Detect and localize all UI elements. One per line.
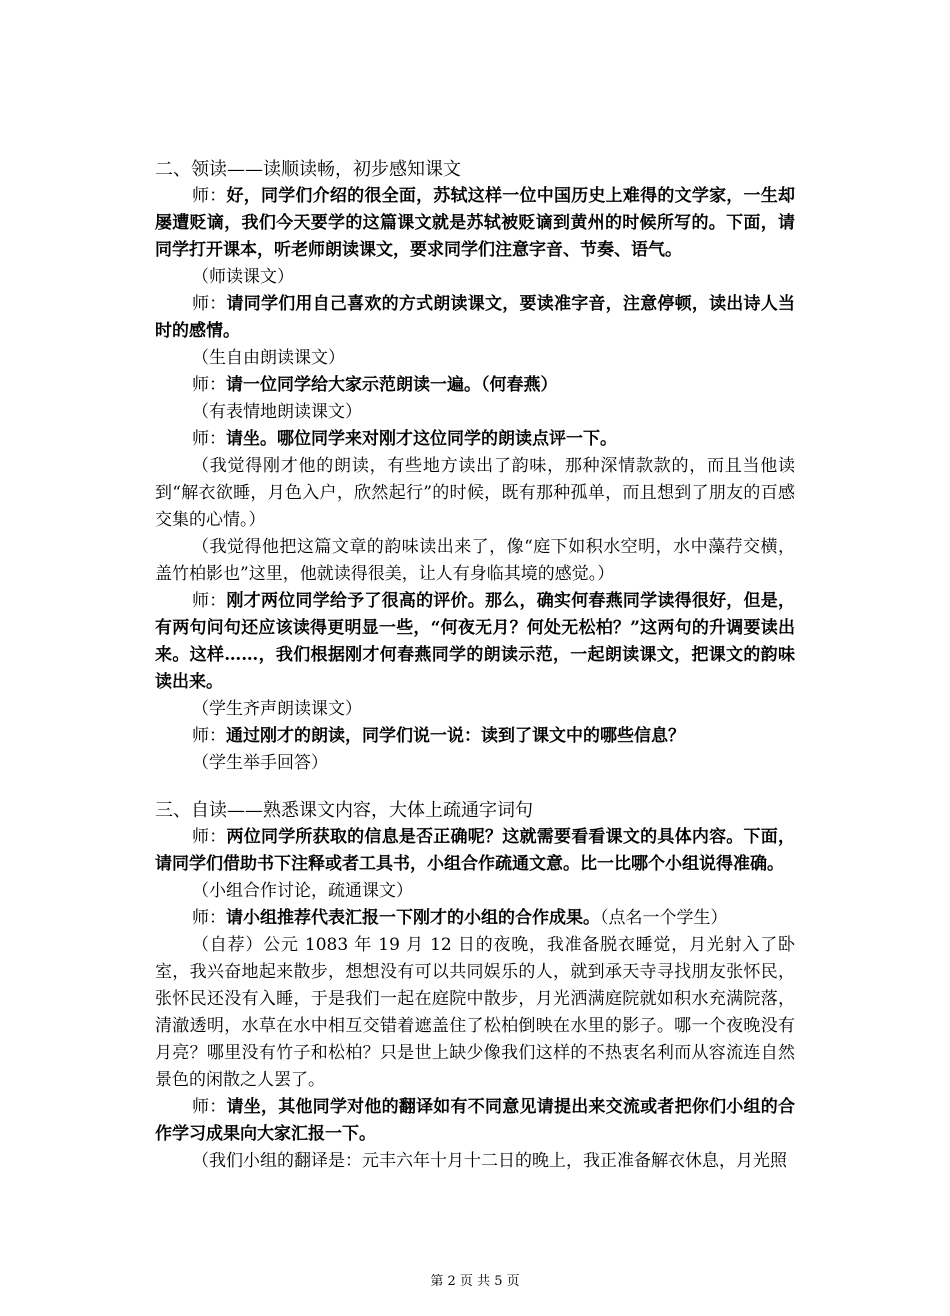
teacher-line (155, 824, 795, 878)
student-response: （我觉得他把这篇文章的韵味读出来了，像“庭下如积水空明，水中藻荇交横，盖竹柏影也”这里，他就读得很美，让人有身临其境的感觉。） (155, 537, 795, 584)
stage-note: （师读课文） (192, 267, 294, 287)
section-heading: 三、自读——熟悉课文内容，大体上疏通字词句 (155, 800, 533, 821)
speaker-label: 师： (192, 591, 227, 611)
speaker-label: 师： (192, 726, 226, 746)
teacher-line (155, 426, 795, 453)
teacher-line (155, 1094, 795, 1148)
speaker-label: 师： (192, 1097, 227, 1117)
stage-note: （学生举手回答） (192, 753, 328, 773)
teacher-speech: 好，同学们介绍的很全面，苏轼这样一位中国历史上难得的文学家，一生却屡遭贬谪，我们今天要学的这篇课文就是苏轼被贬谪到黄州的时候所写的。下面，请同学打开课本，听老师朗读课文，要求同学们注意字音、节奏、语气。 (155, 186, 796, 260)
speaker-label: 师： (192, 294, 227, 314)
stage-note: （小组合作讨论，疏通课文） (192, 881, 413, 901)
section-heading: 二、领读——读顺读畅，初步感知课文 (155, 159, 461, 180)
teacher-speech: 刚才两位同学给予了很高的评价。那么，确实何春燕同学读得很好，但是，有两句问句还应该读得更明显一些，“何夜无月？何处无松柏？”这两句的升调要读出来。这样……，我们根据刚才何春燕同学的朗读示范，一起朗读课文，把课文的韵味读出来。 (155, 591, 796, 692)
student-response: （我们小组的翻译是：元丰六年十月十二日的晚上，我正准备解衣休息，月光照 (192, 1151, 787, 1171)
teacher-speech: 请小组推荐代表汇报一下刚才的小组的合作成果。 (226, 908, 600, 928)
student-response: （自荐）公元 1083 年 19 月 12 日的夜晚，我准备脱衣睡觉，月光射入了卧室，我兴奋地起来散步，想想没有可以共同娱乐的人，就到承天寺寻找朋友张怀民，张怀民还没有入睡，于是我们一起在庭院中散步，月光洒满庭院就如积水充满院落，清澈透明，水草在水中相互交错着遮盖住了松柏倒映在水里的影子。哪一个夜晚没有月亮？哪里没有竹子和松柏？只是世上缺少像我们这样的不热衷名利而从容流连自然景色的闲散之人罢了。 (155, 935, 795, 1090)
page-footer: 第 2 页 共 5 页 (430, 1274, 520, 1289)
teacher-line (155, 291, 795, 345)
teacher-line (155, 905, 795, 932)
document-body (155, 156, 795, 1175)
speaker-label: 师： (192, 429, 226, 449)
speaker-label: 师： (192, 908, 226, 928)
stage-note: （有表情地朗读课文） (192, 402, 362, 422)
stage-note-inline: （点名一个学生） (600, 908, 728, 928)
student-response: （我觉得刚才他的朗读，有些地方读出了韵味，那种深情款款的，而且当他读到“解衣欲睡，月色入户，欣然起行”的时候，既有那种孤单，而且想到了朋友的百感交集的心情。） (155, 456, 795, 530)
teacher-line (155, 588, 795, 696)
teacher-speech: 请坐。哪位同学来对刚才这位同学的朗读点评一下。 (226, 429, 617, 449)
teacher-line (155, 372, 795, 399)
teacher-speech: 请坐，其他同学对他的翻译如有不同意见请提出来交流或者把你们小组的合作学习成果向大家汇报一下。 (155, 1097, 796, 1144)
speaker-label: 师： (192, 186, 227, 206)
stage-note: （学生齐声朗读课文） (192, 699, 362, 719)
teacher-speech: 通过刚才的朗读，同学们说一说：读到了课文中的哪些信息？ (226, 726, 685, 746)
teacher-speech: 请同学们用自己喜欢的方式朗读课文，要读准字音，注意停顿，读出诗人当时的感情。 (155, 294, 796, 341)
speaker-label: 师： (192, 827, 227, 847)
teacher-line (155, 183, 795, 264)
speaker-label: 师： (192, 375, 226, 395)
stage-note: （生自由朗读课文） (192, 348, 345, 368)
teacher-speech: 请一位同学给大家示范朗读一遍。（何春燕） (226, 375, 558, 395)
teacher-speech: 两位同学所获取的信息是否正确呢？这就需要看看课文的具体内容。下面，请同学们借助书下注释或者工具书，小组合作疏通文意。比一比哪个小组说得准确。 (155, 827, 796, 874)
section-gap (155, 777, 795, 797)
teacher-line (155, 723, 795, 750)
